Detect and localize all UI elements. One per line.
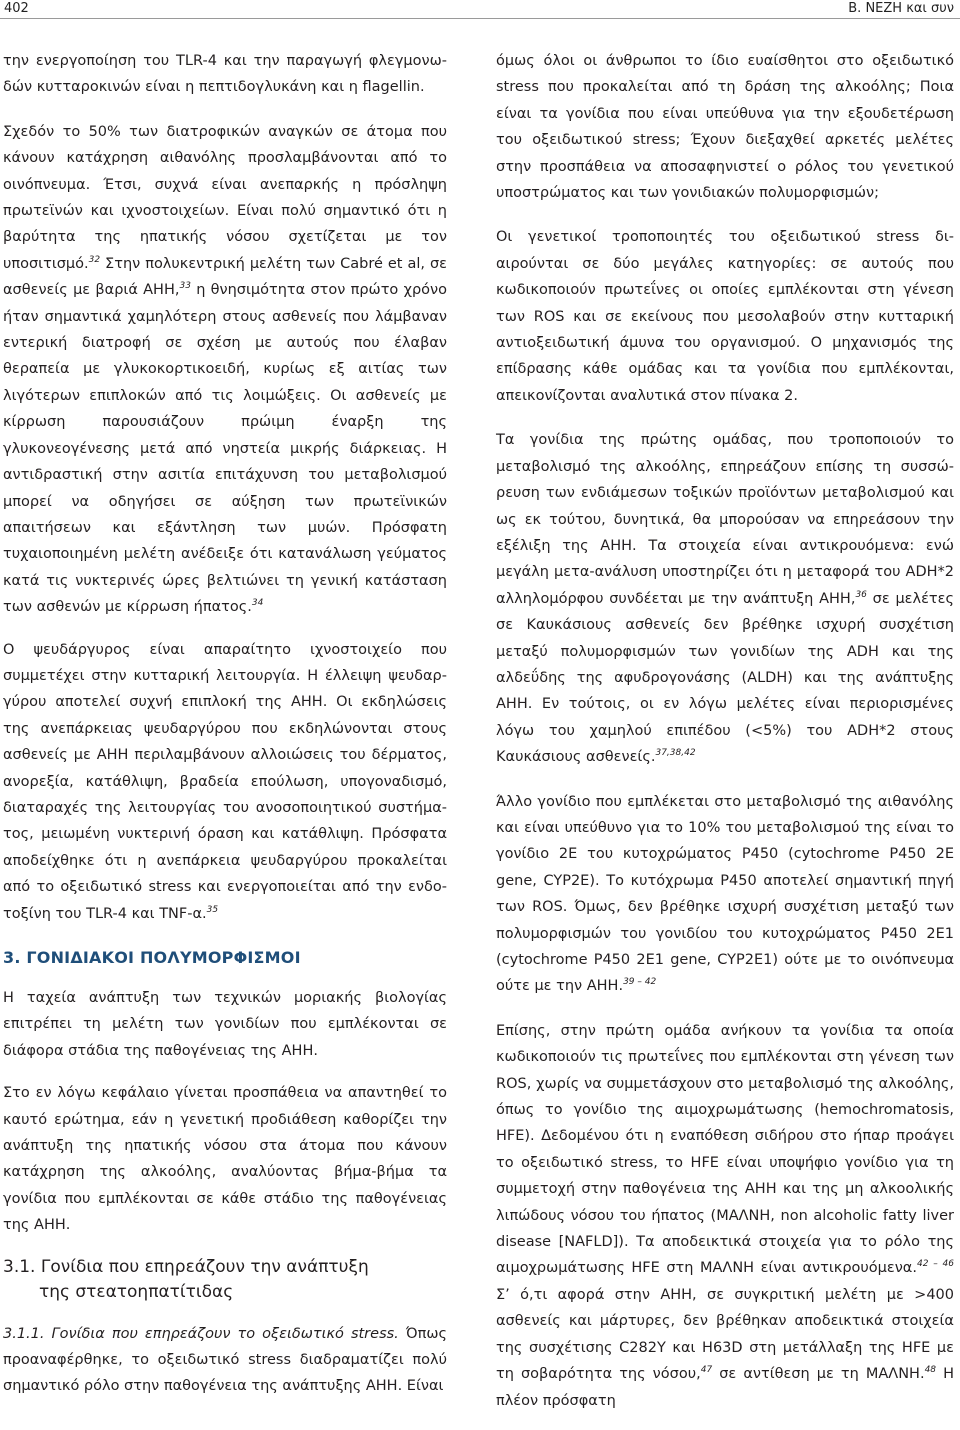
citation: 42 – 46 bbox=[916, 1259, 954, 1270]
right-column bbox=[496, 48, 954, 1430]
paragraph: Άλλο γονίδιο που εμπλέκεται στο μεταβολισμό της αιθανόλης και είναι υπεύθυνο για το 10% του μεταβολισμού της είναι το γονίδιο 2Ε του κυτοχρώματος P450 (cytochrome P450 2E gene, CYP2E). Το κυτόχρωμα P450 αποτελεί σημαντική πηγή των ROS. Όμως, δεν βρέθηκε ισχυρή συσχέτιση μεταξύ των πολυμορφισμών του γονιδίου του κυτοχρώματος P450 2E1 (cytochrome P450 2E1 gene, CYP2E1) ούτε με το οινόπνευμα ούτε με την ΑΗΗ.$^{39 - 42}$ bbox=[496, 793, 954, 995]
page-header bbox=[0, 0, 960, 24]
paragraph: Στο εν λόγω κεφάλαιο γίνεται προσπάθεια να απαντηθεί το καυτό ερώτημα, εάν η γενετική προδιάθεση καθορίζει την ανάπτυξη της ηπατικής νόσου στα άτομα που κάνουν κατάχρηση της αλκοόλης, αναλύοντας βήμα-βήμα τα γονίδια που εμπλέκονται σε κάθε στάδιο της παθογένειας της ΑΗΗ. bbox=[3, 1085, 447, 1234]
citation: 35 bbox=[206, 904, 219, 915]
paragraph: Οι γενετικοί τροποποιητές του οξειδωτικού stress διαιρούνται σε δύο μεγάλες κατηγορίες: σε αυτούς που κωδικοποιούν πρωτεΐνες οι οποίες εμπλέκονται στη γένεση των ROS και σε εκείνους που μεσολαβούν στην κυτταρική αντιοξειδωτική άμυνα του οργανισμού. Ο μηχανισμός της επίδρασης κάθε ομάδας και τα γονίδια που εμπλέκονται, απεικονίζονται αναλυτικά στον πίνακα 2. bbox=[496, 229, 954, 404]
citation: 32 bbox=[88, 254, 101, 265]
header-rule bbox=[0, 18, 960, 19]
section-heading: 3. ΓΟΝΙΔΙΑΚΟΙ ΠΟΛΥΜΟΡΦΙΣΜΟΙ bbox=[3, 948, 301, 967]
paragraph: όμως όλοι οι άνθρωποι το ίδιο ευαίσθητοι στο οξειδωτικό stress που προκαλείται από τη δράση της αλκοόλης; Ποια είναι τα γονίδια που είναι υπεύθυνα για την εξουδετέρωση του οξειδωτικού stress; Έχουν διεξαχθεί αρκετές μελέτες στην προσπάθεια να αποσαφηνιστεί ο ρόλος του γενετικού υποστρώματος και των γονιδιακών πολυμορφισμών; bbox=[496, 53, 954, 202]
page-number: 402 bbox=[4, 1, 29, 16]
citation: 47 bbox=[700, 1365, 713, 1376]
citation: 36 bbox=[855, 589, 867, 600]
citation: 34 bbox=[251, 598, 264, 609]
paragraph: Σχεδόν το 50% των διατροφικών αναγκών σε άτομα που κάνουν κατάχρηση αιθανόλης προσλαμβάνονται από το οινόπνευμα. Έτσι, συχνά είναι ανεπαρκής η πρόσληψη πρωτεϊνών και ιχνοστοιχείων. Είναι πολύ σημαντικό ότι η βαρύτητα της ηπατικής νόσου σχετίζεται με τον υποσιτισμό.$^{32}$ Στην πολυκεντρική μελέτη των Cabré et al, σε ασθενείς με βαριά ΑΗΗ,$^{33}$ η θνησιμότητα στον πρώτο χρόνο ήταν σημαντικά χαμηλότερη στους ασθενείς που λάμβαναν εντερική διατροφή σε σχέση με αυτούς που έλαβαν θεραπεία με γλυκοκορτικοειδή, κυρίως εξ αιτίας των λιγότερων επιπλοκών από τις λοιμώξεις. Οι ασθενείς με κίρρωση παρουσιάζουν πρώιμη έναρξη της γλυκονεογένεσης μετά από νηστεία μικρής διάρκειας. Η αντιδραστική στην ασιτία επιτάχυνση του μεταβολισμού μπορεί να οδηγήσει σε αύξηση των πρωτεϊνικών απαιτήσεων και εξάντληση των μυών. Πρόσφατη τυχαιοποιημένη μελέτη ανέδειξε ότι κατανάλωση γεύματος κατά τις νυκτερινές ώρες βελτιώνει τη γενική κατάσταση των ασθενών με κίρρωση ήπατος.$^{34}$ bbox=[3, 123, 447, 616]
paragraph: Η ταχεία ανάπτυξη των τεχνικών μοριακής βιολογίας επιτρέπει τη μελέτη των γονιδίων που εμπλέκονται σε διάφορα στάδια της παθογένειας της ΑΗΗ. bbox=[3, 990, 447, 1059]
citation: 37,38,42 bbox=[655, 748, 696, 759]
running-title: Β. ΝΕΖΗ και συν bbox=[848, 1, 954, 16]
left-column bbox=[3, 48, 447, 1416]
citation: 39 – 42 bbox=[623, 977, 657, 988]
paragraph: 3.1.1. Γονίδια που επηρεάζουν το οξειδωτικό stress. Όπως προαναφέρθηκε, το οξειδωτικό stress διαδραματίζει πολύ σημαντικό ρόλο στην παθογένεια της ανάπτυξης ΑΗΗ. Είναι bbox=[3, 1325, 447, 1395]
paragraph: Επίσης, στην πρώτη ομάδα ανήκουν τα γονίδια τα οποία κωδικοποιούν τις πρωτεΐνες που εμπλέκονται στη γένεση των ROS, χωρίς να συμμετάσχουν στο μεταβολισμό της αλκοόλης, όπως το γονίδιο της αιμοχρωμάτωσης (hemochromatosis, HFE). Δεδομένου ότι η εναπόθεση σιδήρου στο ήπαρ προάγει το οξειδωτικό stress, το HFE είναι υποψήφιο γονίδιο για τη συμμετοχή στην παθογένεια της ΑΗΗ και της μη αλκοολικής λιπώδους νόσου του ήπατος (ΜΑΛΝΗ, non alcoholic fatty liver disease [NAFLD]). Τα αποδεικτικά στοιχεία για το ρόλο της αιμοχρωμάτωσης HFE στη ΜΑΛΝΗ είναι αντικρουόμενα.$^{42 - 46}$ Σ’ ό,τι αφορά στην ΑΗΗ, σε συγκριτική μελέτη με >400 ασθενείς και μάρτυρες, δεν βρέθηκαν αποδεικτικά στοιχεία της συσχέτισης C282Y και H63D στη μετάλλαξη της HFE με τη σοβαρότητα της νόσου,$^{47}$ σε αντίθεση με τη ΜΑΛΝΗ.$^{48}$ Η πλέον πρόσφατη bbox=[496, 1022, 954, 1409]
paragraph: Τα γονίδια της πρώτης ομάδας, που τροποποιούν το μεταβολισμό της αλκοόλης, επηρεάζουν επίσης τη συσσώρευση των ενδιάμεσων τοξικών προϊόντων μεταβολισμού και ως εκ τούτου, δυνητικά, θα μπορούσαν να επηρεάσουν την εξέλιξη της ΑΗΗ. Τα στοιχεία είναι αντικρουόμενα: ενώ μεγάλη μετα-ανάλυση υποστηρίζει ότι η μεταφορά του ADH*2 αλληλομόρφου συνδέεται με την ανάπτυξη ΑΗΗ,$^{36}$ σε μελέτες σε Καυκάσιους ασθενείς δεν βρέθηκε ισχυρή συσχέτιση μεταξύ πολυμορφισμών των γονιδίων της ADH και της αλδεΰδης της αφυδρογονάσης (ALDH) και της ανάπτυξης ΑΗΗ. Εν τούτοις, οι εν λόγω μελέτες είναι περιορισμένες λόγω του χαμηλού επιπέδου (<5%) του ADH*2 στους Καυκάσιους ασθενείς.$^{37,38,42}$ bbox=[496, 432, 955, 766]
citation: 33 bbox=[179, 281, 191, 292]
paragraph: Ο ψευδάργυρος είναι απαραίτητο ιχνοστοιχείο που συμμετέχει στην κυτταρική λειτουργία. Η έλλειψη ψευδαργύρου αποτελεί συχνή επιπλοκή της ΑΗΗ. Οι εκδηλώσεις της ανεπάρκειας ψευδαργύρου που εκδηλώνονται στους ασθενείς με ΑΗΗ περιλαμβάνουν αλλοιώσεις του δέρματος, ανορεξία, κατάθλιψη, βραδεία επούλωση, υπογοναδισμό, διαταραχές της λειτουργίας του ανοσοποιητικού συστήματος, μειωμένη νυκτερινή όραση και κατάθλιψη. Πρόσφατα αποδείχθηκε ότι η ανεπάρκεια ψευδαργύρου προκαλείται από το οξειδωτικό stress και ενεργοποιείται από την ενδοτοξίνη του TLR-4 και TNF-α.$^{35}$ bbox=[3, 641, 447, 922]
subsubsection-heading: 3.1.1. Γονίδια που επηρεάζουν το οξειδωτικό stress. bbox=[3, 1325, 399, 1342]
subsection-heading: 3.1. Γονίδια που επηρεάζουν την ανάπτυξη της στεατοηπατίτιδας bbox=[3, 1256, 369, 1302]
paragraph: την ενεργοποίηση του TLR-4 και την παραγωγή φλεγμονωδών κυτταροκινών είναι η πεπτιδογλυκάνη και η flagellin. bbox=[3, 53, 447, 96]
citation: 48 bbox=[924, 1365, 937, 1376]
